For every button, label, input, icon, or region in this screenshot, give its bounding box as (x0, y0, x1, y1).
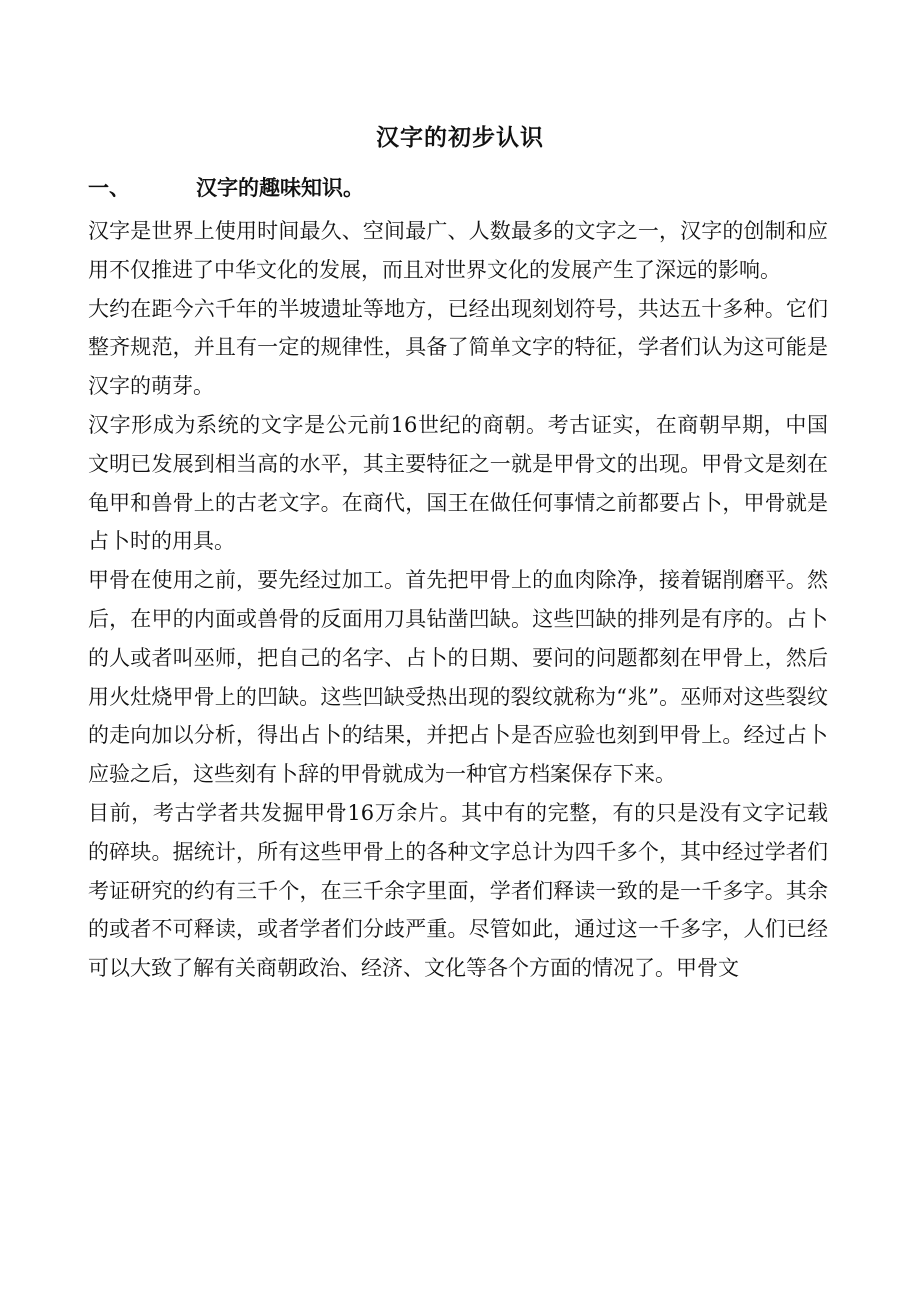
document-body (88, 212, 828, 988)
paragraph-3: 汉字形成为系统的文字是公元前16世纪的商朝。考古证实，在商朝早期，中国文明已发展到相当高的水平，其主要特征之一就是甲骨文的出现。甲骨文是刻在龟甲和兽骨上的古老文字。在商代，国王在做任何事情之前都要占卜，甲骨就是占卜时的用具。 (88, 412, 828, 554)
document-title: 汉字的初步认识 (376, 124, 544, 151)
section-heading (88, 168, 364, 208)
section-number: 一、 (88, 175, 130, 200)
paragraph-1: 汉字是世界上使用时间最久、空间最广、人数最多的文字之一，汉字的创制和应用不仅推进了中华文化的发展，而且对世界文化的发展产生了深远的影响。 (88, 219, 828, 282)
paragraph-4: 甲骨在使用之前，要先经过加工。首先把甲骨上的血肉除净，接着锯削磨平。然后，在甲的内面或兽骨的反面用刀具钻凿凹缺。这些凹缺的排列是有序的。占卜的人或者叫巫师，把自己的名字、占卜的日期、要问的问题都刻在甲骨上，然后用火灶烧甲骨上的凹缺。这些凹缺受热出现的裂纹就称为“兆”。巫师对这些裂纹的走向加以分析，得出占卜的结果，并把占卜是否应验也刻到甲骨上。经过占卜应验之后，这些刻有卜辞的甲骨就成为一种官方档案保存下来。 (88, 568, 828, 787)
paragraph-2: 大约在距今六千年的半坡遗址等地方，已经出现刻划符号，共达五十多种。它们整齐规范，并且有一定的规律性，具备了简单文字的特征，学者们认为这可能是汉字的萌芽。 (88, 296, 828, 399)
section-heading-text: 汉字的趣味知识。 (196, 175, 364, 200)
paragraph-5: 目前，考古学者共发掘甲骨16万余片。其中有的完整，有的只是没有文字记载的碎块。据统计，所有这些甲骨上的各种文字总计为四千多个，其中经过学者们考证研究的约有三千个，在三千余字里面，学者们释读一致的是一千多字。其余的或者不可释读，或者学者们分歧严重。尽管如此，通过这一千多字，人们已经可以大致了解有关商朝政治、经济、文化等各个方面的情况了。甲骨文 (88, 800, 828, 981)
